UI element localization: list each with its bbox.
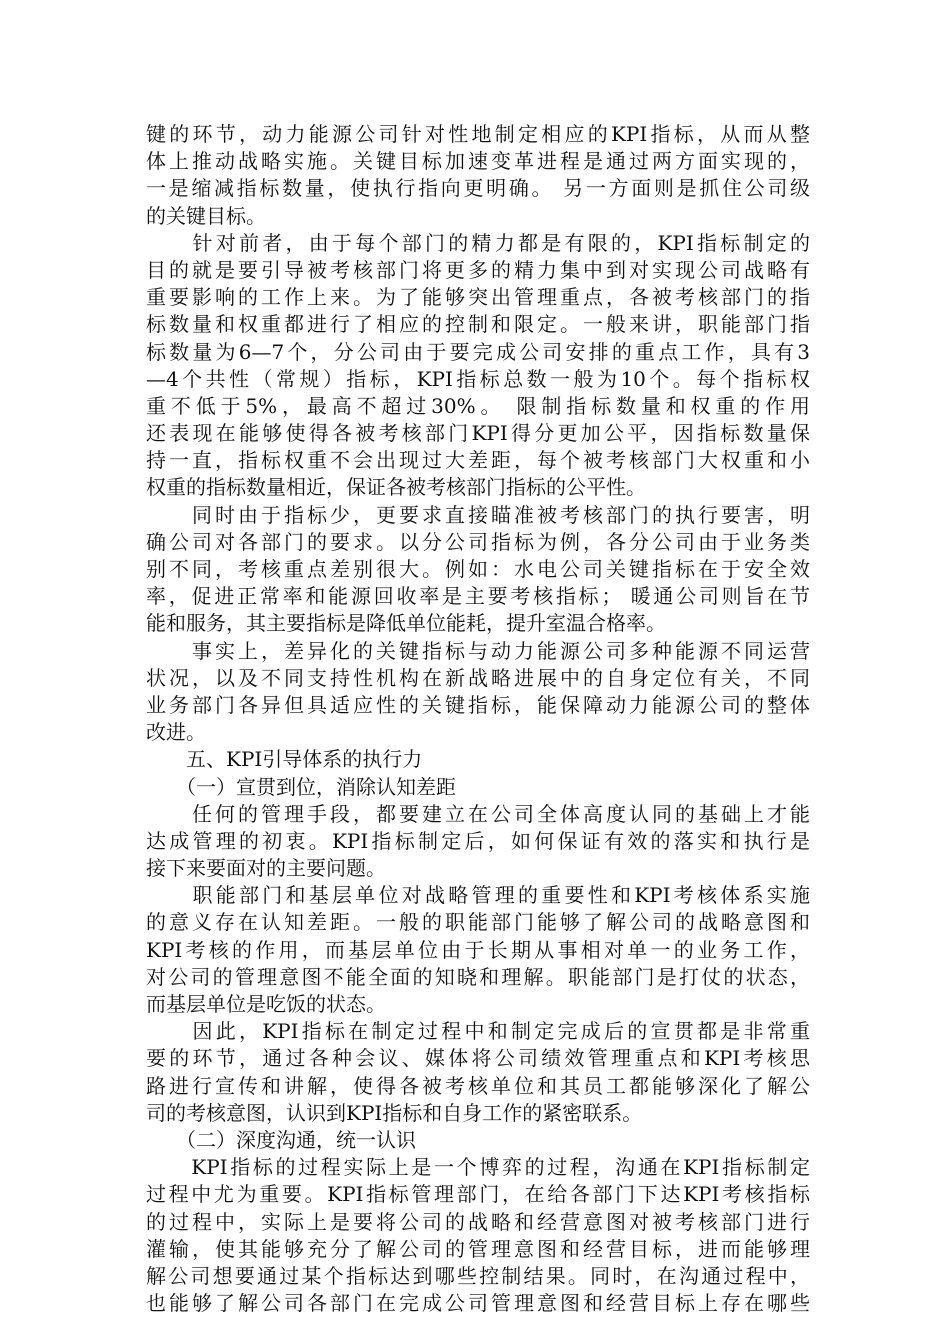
text-line: 而基层单位是吃饭的状态。 [146, 992, 386, 1016]
text-line: KPI指标的过程实际上是一个博弈的过程，沟通在KPI指标制定 [146, 1155, 810, 1180]
text-line: 目的就是要引导被考核部门将更多的精力集中到对实现公司战略有 [146, 257, 810, 282]
text-line: 键的环节，动力能源公司针对性地制定相应的KPI指标，从而从整 [146, 122, 810, 146]
text-line: 标数量为6—7个，分公司由于要完成公司安排的重点工作，具有3 [146, 339, 810, 364]
text-line: 持一直，指标权重不会出现过大差距，每个被考核部门大权重和小 [146, 448, 810, 473]
text-line: 也能够了解公司各部门在完成公司管理意图和经营目标上存在哪些 [146, 1291, 810, 1316]
text-line: 的意义存在认知差距。一般的职能部门能够了解公司的战略意图和 [146, 910, 810, 935]
text-line: 因此，KPI指标在制定过程中和制定完成后的宣贯都是非常重 [146, 1019, 810, 1044]
text-line: 业务部门各异但具适应性的关键指标，能保障动力能源公司的整体 [146, 692, 810, 717]
text-line: 五、KPI引导体系的执行力 [146, 747, 423, 772]
text-line: 同时由于指标少，更要求直接瞄准被考核部门的执行要害，明 [146, 502, 810, 527]
text-line: 的关键目标。 [146, 203, 266, 228]
text-line: 职能部门和基层单位对战略管理的重要性和KPI考核体系实施 [146, 883, 810, 908]
text-line: 事实上，差异化的关键指标与动力能源公司多种能源不同运营 [146, 638, 810, 663]
text-line: 别不同，考核重点差别很大。例如：水电公司关键指标在于安全效 [146, 557, 810, 581]
text-line: 重不低于5%，最高不超过30%。 限制指标数量和权重的作用 [146, 393, 810, 418]
text-line: 重要影响的工作上来。为了能够突出管理重点，各被考核部门的指 [146, 285, 810, 310]
text-line: 改进。 [146, 720, 206, 745]
text-line: 体上推动战略实施。关键目标加速变革进程是通过两方面实现的， [146, 149, 810, 174]
text-line: 过程中尤为重要。KPI指标管理部门，在给各部门下达KPI考核指标 [146, 1182, 810, 1207]
text-line: —4个共性（常规）指标，KPI指标总数一般为10个。每个指标权 [146, 366, 810, 391]
text-line: 率，促进正常率和能源回收率是主要考核指标； 暖通公司则旨在节 [146, 584, 810, 609]
text-line: 司的考核意图，认识到KPI指标和自身工作的紧密联系。 [146, 1100, 643, 1125]
text-line: 要的环节，通过各种会议、媒体将公司绩效管理重点和KPI考核思 [146, 1046, 810, 1071]
text-line: 灌输，使其能够充分了解公司的管理意图和经营目标，进而能够理 [146, 1236, 810, 1261]
text-line: 还表现在能够使得各被考核部门KPI得分更加公平，因指标数量保 [146, 421, 810, 446]
text-line: 针对前者，由于每个部门的精力都是有限的，KPI指标制定的 [146, 230, 810, 255]
text-line: 确公司对各部门的要求。以分公司指标为例，各分公司由于业务类 [146, 529, 810, 554]
text-line: （二）深度沟通，统一认识 [146, 1127, 416, 1152]
text-line: KPI考核的作用，而基层单位由于长期从事相对单一的业务工作， [146, 937, 810, 962]
text-line: 的过程中，实际上是要将公司的战略和经营意图对被考核部门进行 [146, 1209, 810, 1234]
text-line: （一）宣贯到位，消除认知差距 [146, 774, 456, 799]
text-line: 解公司想要通过某个指标达到哪些控制结果。同时，在沟通过程中， [146, 1263, 810, 1288]
text-line: 一是缩减指标数量，使执行指向更明确。 另一方面则是抓住公司级 [146, 176, 810, 201]
text-line: 状况，以及不同支持性机构在新战略进展中的自身定位有关，不同 [146, 665, 810, 690]
text-line: 能和服务，其主要指标是降低单位能耗，提升室温合格率。 [146, 611, 666, 636]
text-line: 达成管理的初衷。KPI指标制定后，如何保证有效的落实和执行是 [146, 828, 810, 853]
text-line: 标数量和权重都进行了相应的控制和限定。一般来讲，职能部门指 [146, 312, 810, 337]
text-line: 接下来要面对的主要问题。 [146, 856, 386, 881]
document-body-text [146, 121, 810, 1317]
text-line: 路进行宣传和讲解，使得各被考核单位和其员工都能够深化了解公 [146, 1073, 810, 1098]
text-line: 对公司的管理意图不能全面的知晓和理解。职能部门是打仗的状态， [146, 964, 810, 989]
text-line: 任何的管理手段，都要建立在公司全体高度认同的基础上才能 [146, 801, 810, 826]
text-line: 权重的指标数量相近，保证各被考核部门指标的公平性。 [146, 475, 646, 500]
